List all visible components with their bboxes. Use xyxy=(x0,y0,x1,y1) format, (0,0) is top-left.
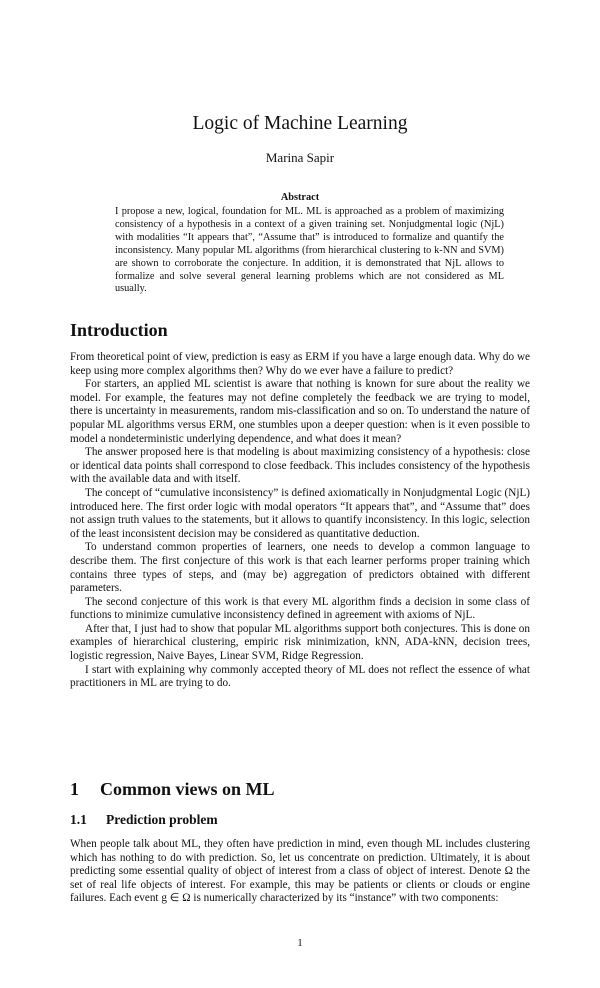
subsection-number: 1.1 xyxy=(70,812,87,827)
intro-paragraph: From theoretical point of view, prediction is easy as ERM if you have a large enough data. Why do we keep using more complex algorithms then? Why do we ever have a failure to predict? xyxy=(70,351,530,377)
introduction-body xyxy=(70,351,530,691)
intro-paragraph: The answer proposed here is that modeling is about maximizing consistency of a hypothesis: close or identical data points shall correspond to close feedback. This includes consistency of the hypothesis with the available data and with itself. xyxy=(70,446,530,486)
subsection-heading xyxy=(70,812,218,828)
intro-paragraph: The concept of “cumulative inconsistency” is defined axiomatically in Nonjudgmental Logic (NjL) introduced here. The first order logic with modal operators “It appears that”, and “Assume that” does not assign truth values to the statements, but it allows to quantify inconsistency. In this logic, selection of the least inconsistent decision may be considered as quantitative deduction. xyxy=(70,486,530,540)
section-number: 1 xyxy=(70,779,79,799)
section-paragraph: When people talk about ML, they often have prediction in mind, even though ML includes clustering which has nothing to do with prediction. So, let us concentrate on prediction. Ultimately, it is about predicting some essential quality of object of interest from a class of object of interest. Denote Ω the set of real life objects of interest. For example, this may be patients or clients or clouds or engine failures. Each event g ∈ Ω is numerically characterized by its “instance” with two components: xyxy=(70,838,530,905)
intro-paragraph: The second conjecture of this work is that every ML algorithm finds a decision in some class of functions to minimize cumulative inconsistency defined in agreement with axioms of NjL. xyxy=(70,595,530,622)
abstract-heading: Abstract xyxy=(280,192,320,203)
paper-author: Marina Sapir xyxy=(265,150,335,165)
intro-paragraph: After that, I just had to show that popular ML algorithms support both conjectures. This is done on examples of hierarchical clustering, empiric risk minimization, kNN, ADA-kNN, decision trees, logistic regression, Naive Bayes, Linear SVM, Ridge Regression. xyxy=(70,622,530,663)
section-heading xyxy=(70,778,275,800)
section-title: Common views on ML xyxy=(100,779,275,799)
intro-paragraph: For starters, an applied ML scientist is aware that nothing is known for sure about the reality we model. For example, the features may not define completely the feedback we are trying to model, there is uncertainty in measurements, random mis-classification and so on. To understand the nature of popular ML algorithms versus ERM, one stumbles upon a deeper question: when is it even possible to model a nondeterministic underlying dependence, and what does it mean? xyxy=(70,378,530,445)
introduction-heading: Introduction xyxy=(70,320,168,340)
page-number: 1 xyxy=(297,937,303,949)
abstract-text: I propose a new, logical, foundation for ML. ML is approached as a problem of maximizing consistency of a hypothesis in a context of a given training set. Nonjudgmental logic (NjL) with modalities “It appears that”, “Assume that” is introduced to formalize and quantify the inconsistency. Many popular ML algorithms (from hierarchical clustering to k-NN and SVM) are shown to corroborate the conjecture. In addition, it is demonstrated that NjL allows to formalize and solve several general learning problems which are not considered as ML usually. xyxy=(115,206,504,295)
intro-paragraph: To understand common properties of learners, one needs to develop a common language to describe them. The first conjecture of this work is that each learner performs proper training which contains three types of steps, and (may be) aggregation of predictors obtained with different parameters. xyxy=(70,541,530,595)
paper-title: Logic of Machine Learning xyxy=(192,113,408,134)
section-body xyxy=(70,838,530,906)
subsection-title: Prediction problem xyxy=(106,812,218,827)
intro-paragraph: I start with explaining why commonly accepted theory of ML does not reflect the essence of what practitioners in ML are trying to do. xyxy=(70,663,530,690)
